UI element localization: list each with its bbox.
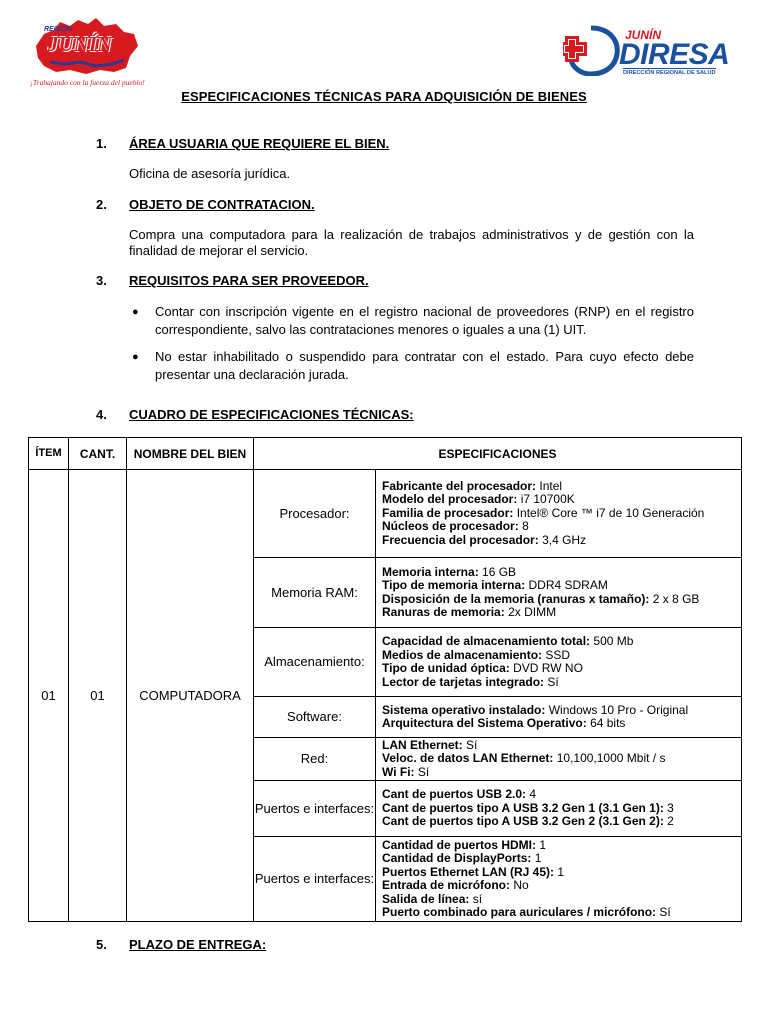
spec-key: Memoria interna: [382,564,479,579]
logo-region-tag: REGIÓN [44,26,72,33]
spec-key: Tipo de memoria interna: [382,578,526,592]
spec-value: DDR4 SDRAM [528,578,608,592]
spec-value: 3,4 GHz [542,532,587,547]
spec-key: Entrada de micrófono: [382,878,511,892]
section-5-heading: PLAZO DE ENTREGA: [129,937,267,952]
spec-key: Fabricante del procesador: [382,478,537,493]
table-row [29,470,742,558]
spec-category: Almacenamiento: [254,628,376,697]
spec-value: 500 Mb [593,634,634,648]
section-1-body: Oficina de asesoría jurídica. [129,166,291,181]
spec-value: Sí [547,674,559,689]
spec-key: Tipo de unidad óptica: [382,661,510,675]
spec-line [382,649,741,663]
spec-value: 8 [522,519,529,534]
spec-line [382,493,741,507]
item-name: COMPUTADORA [127,470,254,922]
spec-details [376,738,742,781]
spec-line [382,566,741,580]
spec-category: Procesador: [254,470,376,558]
spec-value: 16 GB [482,564,517,579]
spec-line [382,480,741,494]
spec-details [376,558,742,628]
requirement-bullet-2: No estar inhabilitado o suspendido para contratar con el estado. Para cuyo efecto debe presentar una declaración jurada. [155,349,694,382]
spec-value: DVD RW NO [513,661,583,675]
spec-line [382,766,741,780]
table-header-row [29,438,742,470]
spec-key: Cantidad de puertos HDMI: [382,837,537,852]
spec-category: Red: [254,738,376,781]
spec-value: Sí [466,737,478,752]
section-1-number: 1. [96,136,107,151]
spec-line [382,520,741,534]
spec-key: Familia de procesador: [382,505,514,520]
spec-line [382,815,741,829]
spec-value: 64 bits [590,716,626,730]
logo-diresa-subtitle: DIRECCIÓN REGIONAL DE SALUD [623,70,716,76]
spec-value: sí [472,891,483,906]
junin-region-logo [30,16,145,92]
spec-line [382,839,741,853]
spec-value: 1 [557,864,565,879]
spec-line [382,534,741,548]
logo-junin-label: JUNÍN [625,28,662,42]
spec-key: Ranuras de memoria: [382,605,505,619]
header-nombre: NOMBRE DEL BIEN [127,438,254,470]
spec-key: Modelo del procesador: [382,492,518,507]
bullet-icon: ● [132,306,139,318]
spec-details [376,837,742,922]
logo-junin-word: JUNÍN [48,32,113,56]
spec-category: Memoria RAM: [254,558,376,628]
spec-line [382,635,741,649]
spec-category: Software: [254,697,376,738]
header-especificaciones: ESPECIFICACIONES [254,438,742,470]
spec-line [382,507,741,521]
spec-key: Lector de tarjetas integrado: [382,674,545,689]
header-item: ÍTEM [29,438,69,470]
spec-details [376,781,742,837]
section-5-number: 5. [96,937,107,952]
spec-key: Puerto combinado para auriculares / micrófono: [382,905,657,919]
spec-value: Intel [539,478,563,493]
spec-key: Salida de línea: [382,891,470,906]
spec-key: Wi Fi: [382,764,415,779]
spec-key: Medios de almacenamiento: [382,647,543,662]
spec-line [382,606,741,620]
spec-key: Núcleos de procesador: [382,519,519,534]
spec-key: Cant de puertos USB 2.0: [382,787,527,802]
spec-value: 2 x 8 GB [652,591,700,606]
spec-value: 3 [667,800,674,815]
spec-line [382,739,741,753]
document-title: ESPECIFICACIONES TÉCNICAS PARA ADQUISICIÓN DE BIENES [181,89,587,104]
spec-line [382,676,741,690]
spec-value: 4 [529,787,537,802]
section-1-heading: ÁREA USUARIA QUE REQUIERE EL BIEN. [129,136,390,151]
section-2-body: Compra una computadora para la realización de trabajos administrativos y de gestión con la finalidad de mejorar el servicio. [129,227,694,258]
spec-line [382,593,741,607]
spec-category: Puertos e interfaces: [254,781,376,837]
header-cant: CANT. [69,438,127,470]
section-3-heading: REQUISITOS PARA SER PROVEEDOR. [129,273,369,288]
spec-value: i7 10700K [520,492,575,507]
spec-value: Windows 10 Pro - Original [548,702,689,717]
spec-value: 2x DIMM [508,605,557,619]
bullet-icon: ● [132,351,139,363]
spec-value: Sí [659,905,671,919]
section-4-heading: CUADRO DE ESPECIFICACIONES TÉCNICAS: [129,407,414,422]
specifications-table [28,437,742,922]
spec-value: 10,100,1000 Mbit / s [556,751,666,766]
requirement-bullet-1: Contar con inscripción vigente en el registro nacional de proveedores (RNP) en el registro correspondiente, salvo las contrataciones menores o iguales a una (1) UIT. [155,304,694,337]
spec-line [382,579,741,593]
spec-key: Capacidad de almacenamiento total: [382,634,591,648]
spec-key: Veloc. de datos LAN Ethernet: [382,751,554,766]
spec-value: Sí [417,764,430,779]
spec-value: 1 [539,837,547,852]
item-number: 01 [29,470,69,922]
spec-details [376,628,742,697]
spec-key: Frecuencia del procesador: [382,532,539,547]
spec-line [382,802,741,816]
spec-value: 2 [667,814,674,829]
item-quantity: 01 [69,470,127,922]
spec-key: Arquitectura del Sistema Operativo: [382,716,587,730]
spec-line [382,879,741,893]
spec-value: 1 [534,851,542,865]
spec-key: Cant de puertos tipo A USB 3.2 Gen 2 (3.1 Gen 2): [382,814,664,829]
spec-key: Cant de puertos tipo A USB 3.2 Gen 1 (3.1 Gen 1): [382,800,664,815]
spec-line [382,893,741,907]
spec-line [382,752,741,766]
spec-details [376,470,742,558]
spec-details [376,697,742,738]
logo-slogan: ¡Trabajando con la fuerza del pueblo! [30,78,145,87]
spec-key: Puertos Ethernet LAN (RJ 45): [382,864,555,879]
spec-line [382,717,741,731]
spec-line [382,788,741,802]
logo-diresa-label: DIRESA [619,38,730,71]
spec-key: Disposición de la memoria (ranuras x tamaño): [382,591,650,606]
spec-key: LAN Ethernet: [382,737,463,752]
spec-category: Puertos e interfaces: [254,837,376,922]
spec-line [382,866,741,880]
spec-key: Sistema operativo instalado: [382,702,546,717]
section-4-number: 4. [96,407,107,422]
spec-line [382,852,741,866]
section-2-number: 2. [96,197,107,212]
spec-value: No [513,878,529,892]
spec-line [382,662,741,676]
spec-line [382,704,741,718]
section-3-number: 3. [96,273,107,288]
diresa-logo [563,24,739,80]
health-cross-icon [563,24,621,76]
spec-value: Intel® Core ™ i7 de 10 Generación [516,505,705,520]
spec-key: Cantidad de DisplayPorts: [382,851,532,865]
section-2-heading: OBJETO DE CONTRATACION. [129,197,315,212]
spec-value: SSD [545,647,571,662]
spec-line [382,906,741,920]
